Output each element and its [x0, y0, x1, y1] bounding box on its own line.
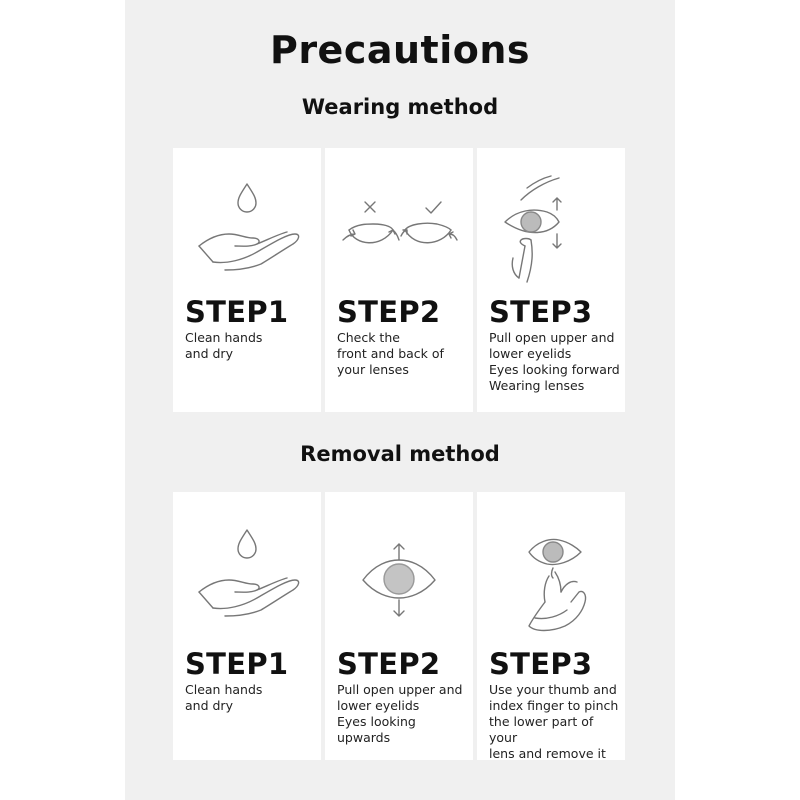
removal-step-1-label: STEP1 [185, 647, 289, 681]
removal-method-heading: Removal method [300, 442, 500, 466]
wearing-step-3-text: Pull open upper and lower eyelids Eyes looking forward Wearing lenses [489, 330, 620, 393]
wearing-step-3-label: STEP3 [489, 295, 593, 329]
wearing-step-1-text: Clean hands and dry [185, 330, 263, 361]
precautions-sheet [125, 0, 675, 800]
removal-step-3-text: Use your thumb and index finger to pinch the lower part of your lens and remove it [489, 682, 619, 761]
removal-step-2-label: STEP2 [337, 647, 441, 681]
washing-hands-icon [173, 148, 321, 288]
wearing-method-heading: Wearing method [301, 95, 499, 119]
removal-step-3-card [477, 492, 625, 760]
wearing-step-1-label: STEP1 [185, 295, 289, 329]
lens-check-icon [325, 148, 473, 288]
pinch-lens-icon [477, 492, 625, 632]
wearing-step-2-card [325, 148, 473, 412]
removal-step-2-card [325, 492, 473, 760]
wearing-step-2-label: STEP2 [337, 295, 441, 329]
insert-lens-icon [477, 148, 625, 288]
wearing-step-2-text: Check the front and back of your lenses [337, 330, 444, 377]
removal-step-1-card [173, 492, 321, 760]
removal-step-2-text: Pull open upper and lower eyelids Eyes looking upwards [337, 682, 463, 745]
washing-hands-icon [173, 492, 321, 632]
removal-step-1-text: Clean hands and dry [185, 682, 263, 713]
wearing-step-3-card [477, 148, 625, 412]
page-title: Precautions [269, 28, 531, 72]
removal-step-3-label: STEP3 [489, 647, 593, 681]
wearing-step-1-card [173, 148, 321, 412]
open-eye-icon [325, 492, 473, 632]
